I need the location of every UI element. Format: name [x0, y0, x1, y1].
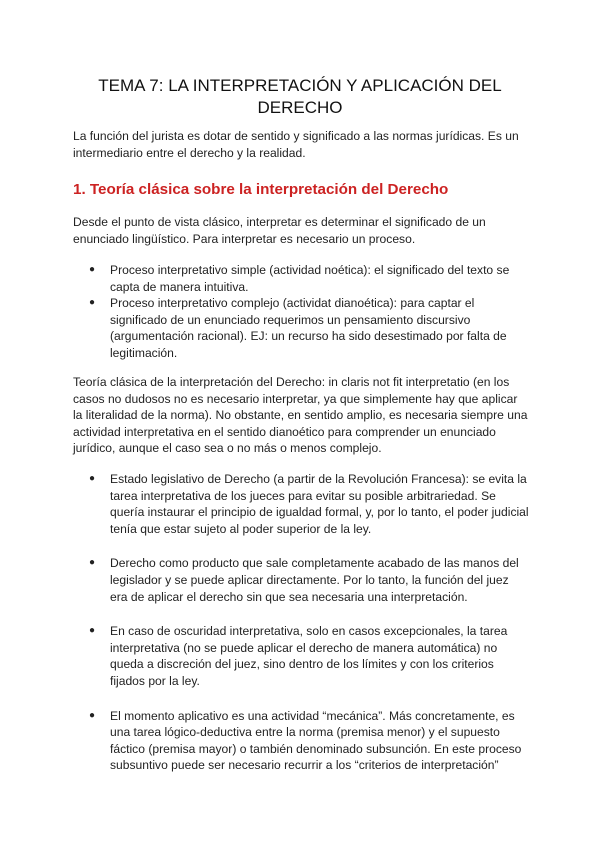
list-item-text: El momento aplicativo es una actividad “mecánica”. Más concretamente, es una tarea lógico-deductiva entre la norma (premisa menor) y el supuesto fáctico (premisa mayor) o también denominado subsunción. En este proceso subsuntivo puede ser necesario recurrir a los “criterios de interpretación”: [110, 708, 522, 773]
list-item: [73, 623, 529, 689]
list-item: [73, 555, 529, 605]
list-item-text: En caso de oscuridad interpretativa, solo en casos excepcionales, la tarea interpretativa (no se puede aplicar el derecho de manera automática) no queda a discreción del juez, sino dentro de los límites y con los criterios fijados por la ley.: [110, 624, 508, 688]
bullet-icon: ●: [89, 625, 96, 637]
list-item: [73, 471, 529, 537]
intro-paragraph: La función del jurista es dotar de sentido y significado a las normas jurídicas. Es un intermediario entre el derecho y la realidad.: [73, 129, 519, 160]
bullet-icon: ●: [89, 264, 96, 275]
section-paragraph-2: Teoría clásica de la interpretación del Derecho: in claris not fit interpretatio (en los casos no dudosos no es necesario interpretar, ya que simplemente hay que aplicar la literalidad de la norma). No obstante, en sentido amplio, es necesaria siempre una actividad interpretativa en el sentido dianoético para comprender un enunciado jurídico, aunque el caso sea o no más o menos complejo.: [73, 375, 528, 456]
list-item: [73, 708, 529, 774]
list-item-text: Derecho como producto que sale completamente acabado de las manos del legislador y se puede aplicar directamente. Por lo tanto, la función del juez era de aplicar el derecho sin que sea necesaria una interpretación.: [110, 556, 519, 604]
title-line-2: DERECHO: [257, 98, 343, 117]
section-heading: 1. Teoría clásica sobre la interpretación del Derecho: [73, 181, 449, 198]
document-title: [70, 75, 530, 119]
bullet-list-2: [73, 471, 529, 774]
bullet-icon: ●: [89, 297, 96, 309]
bullet-icon: ●: [89, 709, 96, 721]
section-paragraph-1: Desde el punto de vista clásico, interpretar es determinar el significado de un enunciado lingüístico. Para interpretar es necesario un proceso.: [73, 215, 486, 246]
list-item: [73, 295, 529, 361]
bullet-icon: ●: [89, 473, 96, 484]
list-item-text: Estado legislativo de Derecho (a partir de la Revolución Francesa): se evita la tarea interpretativa de los jueces para evitar su posible arbitrariedad. Se quería instaurar el principio de igualdad formal, y, por lo tanto, el poder judicial tenía que estar sujeto al poder superior de la ley.: [110, 472, 529, 536]
bullet-icon: ●: [89, 557, 96, 569]
bullet-list-1: [73, 262, 529, 362]
list-item: [73, 262, 529, 295]
title-line-1: TEMA 7: LA INTERPRETACIÓN Y APLICACIÓN DEL: [98, 76, 502, 95]
list-item-text: Proceso interpretativo simple (actividad noética): el significado del texto se capta de manera intuitiva.: [110, 263, 510, 294]
list-item-text: Proceso interpretativo complejo (actividat dianoética): para captar el significado de un enunciado requerimos un pensamiento discursivo (argumentación racional). EJ: un recurso ha sido desestimado por falta de legitimación.: [110, 296, 507, 360]
